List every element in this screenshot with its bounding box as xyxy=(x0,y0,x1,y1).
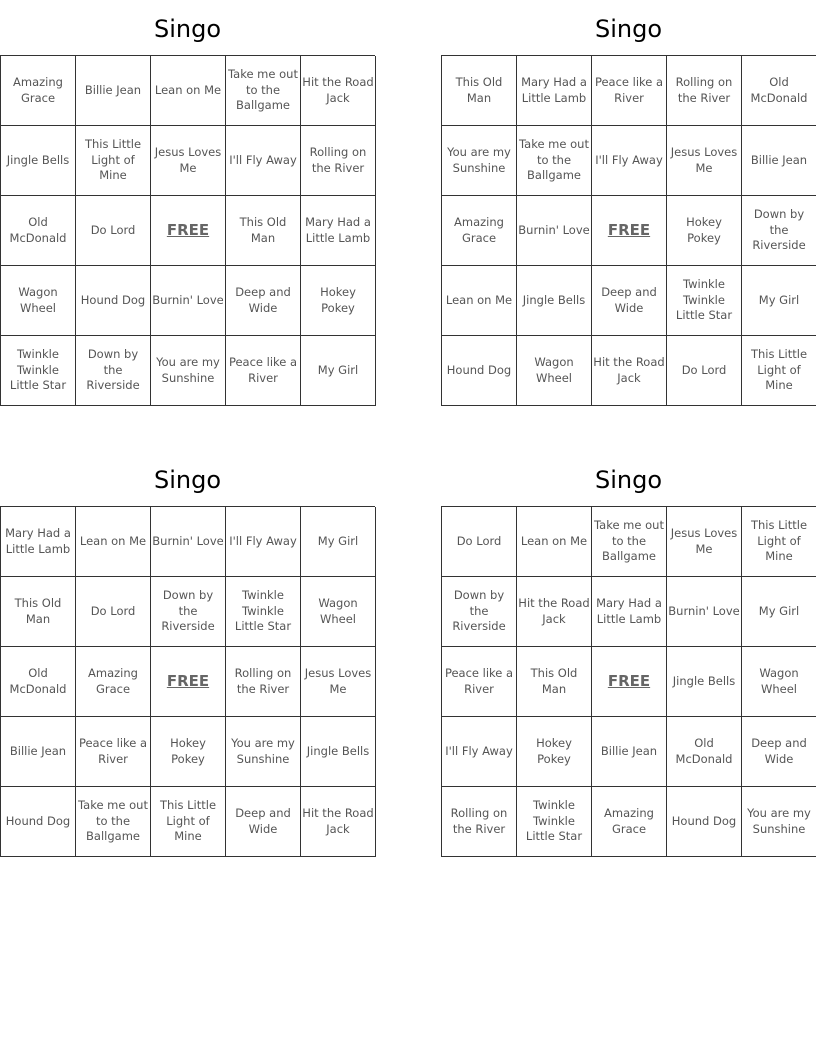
bingo-card-2 xyxy=(441,0,816,406)
song-cell: Rolling on the River xyxy=(667,56,742,126)
song-cell: This Old Man xyxy=(517,647,592,717)
song-cell: Take me out to the Ballgame xyxy=(592,507,667,577)
song-cell: Rolling on the River xyxy=(301,126,376,196)
song-cell: Mary Had a Little Lamb xyxy=(1,507,76,577)
song-cell: Deep and Wide xyxy=(226,787,301,857)
song-cell: Twinkle Twinkle Little Star xyxy=(667,266,742,336)
bingo-card-1 xyxy=(0,0,375,406)
song-cell: Down by the Riverside xyxy=(742,196,816,266)
song-cell: Peace like a River xyxy=(442,647,517,717)
song-cell: Burnin' Love xyxy=(667,577,742,647)
song-cell: Hound Dog xyxy=(1,787,76,857)
song-cell: I'll Fly Away xyxy=(226,126,301,196)
song-cell: My Girl xyxy=(742,266,816,336)
song-cell: Billie Jean xyxy=(742,126,816,196)
song-cell: Take me out to the Ballgame xyxy=(517,126,592,196)
song-cell: Hokey Pokey xyxy=(517,717,592,787)
song-cell: Do Lord xyxy=(442,507,517,577)
free-space-cell: FREE xyxy=(151,196,226,266)
song-cell: Burnin' Love xyxy=(517,196,592,266)
song-cell: Deep and Wide xyxy=(592,266,667,336)
song-cell: Wagon Wheel xyxy=(517,336,592,406)
free-space-cell: FREE xyxy=(592,196,667,266)
song-cell: This Little Light of Mine xyxy=(76,126,151,196)
song-cell: Mary Had a Little Lamb xyxy=(301,196,376,266)
free-space-cell: FREE xyxy=(151,647,226,717)
song-cell: My Girl xyxy=(301,336,376,406)
song-cell: Hit the Road Jack xyxy=(592,336,667,406)
song-cell: Amazing Grace xyxy=(592,787,667,857)
song-cell: Jingle Bells xyxy=(1,126,76,196)
song-cell: Rolling on the River xyxy=(442,787,517,857)
song-cell: Lean on Me xyxy=(517,507,592,577)
bingo-card-4 xyxy=(441,451,816,857)
bingo-grid xyxy=(0,506,375,857)
song-cell: I'll Fly Away xyxy=(592,126,667,196)
song-cell: Jesus Loves Me xyxy=(301,647,376,717)
song-cell: Down by the Riverside xyxy=(76,336,151,406)
song-cell: Billie Jean xyxy=(1,717,76,787)
song-cell: This Little Light of Mine xyxy=(151,787,226,857)
song-cell: Wagon Wheel xyxy=(301,577,376,647)
song-cell: My Girl xyxy=(742,577,816,647)
song-cell: Rolling on the River xyxy=(226,647,301,717)
song-cell: Hokey Pokey xyxy=(151,717,226,787)
song-cell: Take me out to the Ballgame xyxy=(76,787,151,857)
song-cell: My Girl xyxy=(301,507,376,577)
bingo-card-3 xyxy=(0,451,375,857)
song-cell: Hound Dog xyxy=(442,336,517,406)
song-cell: Jesus Loves Me xyxy=(667,507,742,577)
song-cell: Twinkle Twinkle Little Star xyxy=(517,787,592,857)
song-cell: You are my Sunshine xyxy=(151,336,226,406)
song-cell: Old McDonald xyxy=(667,717,742,787)
song-cell: Jingle Bells xyxy=(517,266,592,336)
song-cell: Twinkle Twinkle Little Star xyxy=(1,336,76,406)
song-cell: Deep and Wide xyxy=(742,717,816,787)
song-cell: Hound Dog xyxy=(76,266,151,336)
song-cell: Do Lord xyxy=(76,577,151,647)
song-cell: Jingle Bells xyxy=(301,717,376,787)
song-cell: I'll Fly Away xyxy=(442,717,517,787)
song-cell: This Little Light of Mine xyxy=(742,507,816,577)
song-cell: Burnin' Love xyxy=(151,266,226,336)
song-cell: Down by the Riverside xyxy=(442,577,517,647)
song-cell: Jesus Loves Me xyxy=(667,126,742,196)
song-cell: Peace like a River xyxy=(592,56,667,126)
song-cell: Hit the Road Jack xyxy=(301,56,376,126)
song-cell: Amazing Grace xyxy=(1,56,76,126)
song-cell: Old McDonald xyxy=(1,196,76,266)
song-cell: Do Lord xyxy=(667,336,742,406)
song-cell: Hound Dog xyxy=(667,787,742,857)
song-cell: Twinkle Twinkle Little Star xyxy=(226,577,301,647)
song-cell: Lean on Me xyxy=(151,56,226,126)
song-cell: Jesus Loves Me xyxy=(151,126,226,196)
song-cell: Lean on Me xyxy=(76,507,151,577)
song-cell: Billie Jean xyxy=(76,56,151,126)
song-cell: This Little Light of Mine xyxy=(742,336,816,406)
bingo-grid xyxy=(441,55,816,406)
song-cell: This Old Man xyxy=(1,577,76,647)
song-cell: Amazing Grace xyxy=(442,196,517,266)
song-cell: Mary Had a Little Lamb xyxy=(517,56,592,126)
card-title: Singo xyxy=(153,15,222,43)
song-cell: Peace like a River xyxy=(226,336,301,406)
song-cell: Lean on Me xyxy=(442,266,517,336)
song-cell: Hit the Road Jack xyxy=(301,787,376,857)
song-cell: Take me out to the Ballgame xyxy=(226,56,301,126)
song-cell: You are my Sunshine xyxy=(442,126,517,196)
song-cell: Old McDonald xyxy=(742,56,816,126)
free-space-cell: FREE xyxy=(592,647,667,717)
song-cell: Hokey Pokey xyxy=(301,266,376,336)
song-cell: Peace like a River xyxy=(76,717,151,787)
song-cell: You are my Sunshine xyxy=(742,787,816,857)
song-cell: Hit the Road Jack xyxy=(517,577,592,647)
song-cell: Down by the Riverside xyxy=(151,577,226,647)
bingo-grid xyxy=(441,506,816,857)
song-cell: Burnin' Love xyxy=(151,507,226,577)
song-cell: Do Lord xyxy=(76,196,151,266)
song-cell: Amazing Grace xyxy=(76,647,151,717)
song-cell: Jingle Bells xyxy=(667,647,742,717)
bingo-grid xyxy=(0,55,375,406)
song-cell: Hokey Pokey xyxy=(667,196,742,266)
song-cell: Mary Had a Little Lamb xyxy=(592,577,667,647)
song-cell: Deep and Wide xyxy=(226,266,301,336)
song-cell: Billie Jean xyxy=(592,717,667,787)
song-cell: You are my Sunshine xyxy=(226,717,301,787)
card-title: Singo xyxy=(153,466,222,494)
song-cell: I'll Fly Away xyxy=(226,507,301,577)
song-cell: Wagon Wheel xyxy=(1,266,76,336)
card-title: Singo xyxy=(594,15,663,43)
song-cell: This Old Man xyxy=(442,56,517,126)
card-title: Singo xyxy=(594,466,663,494)
song-cell: This Old Man xyxy=(226,196,301,266)
song-cell: Wagon Wheel xyxy=(742,647,816,717)
song-cell: Old McDonald xyxy=(1,647,76,717)
